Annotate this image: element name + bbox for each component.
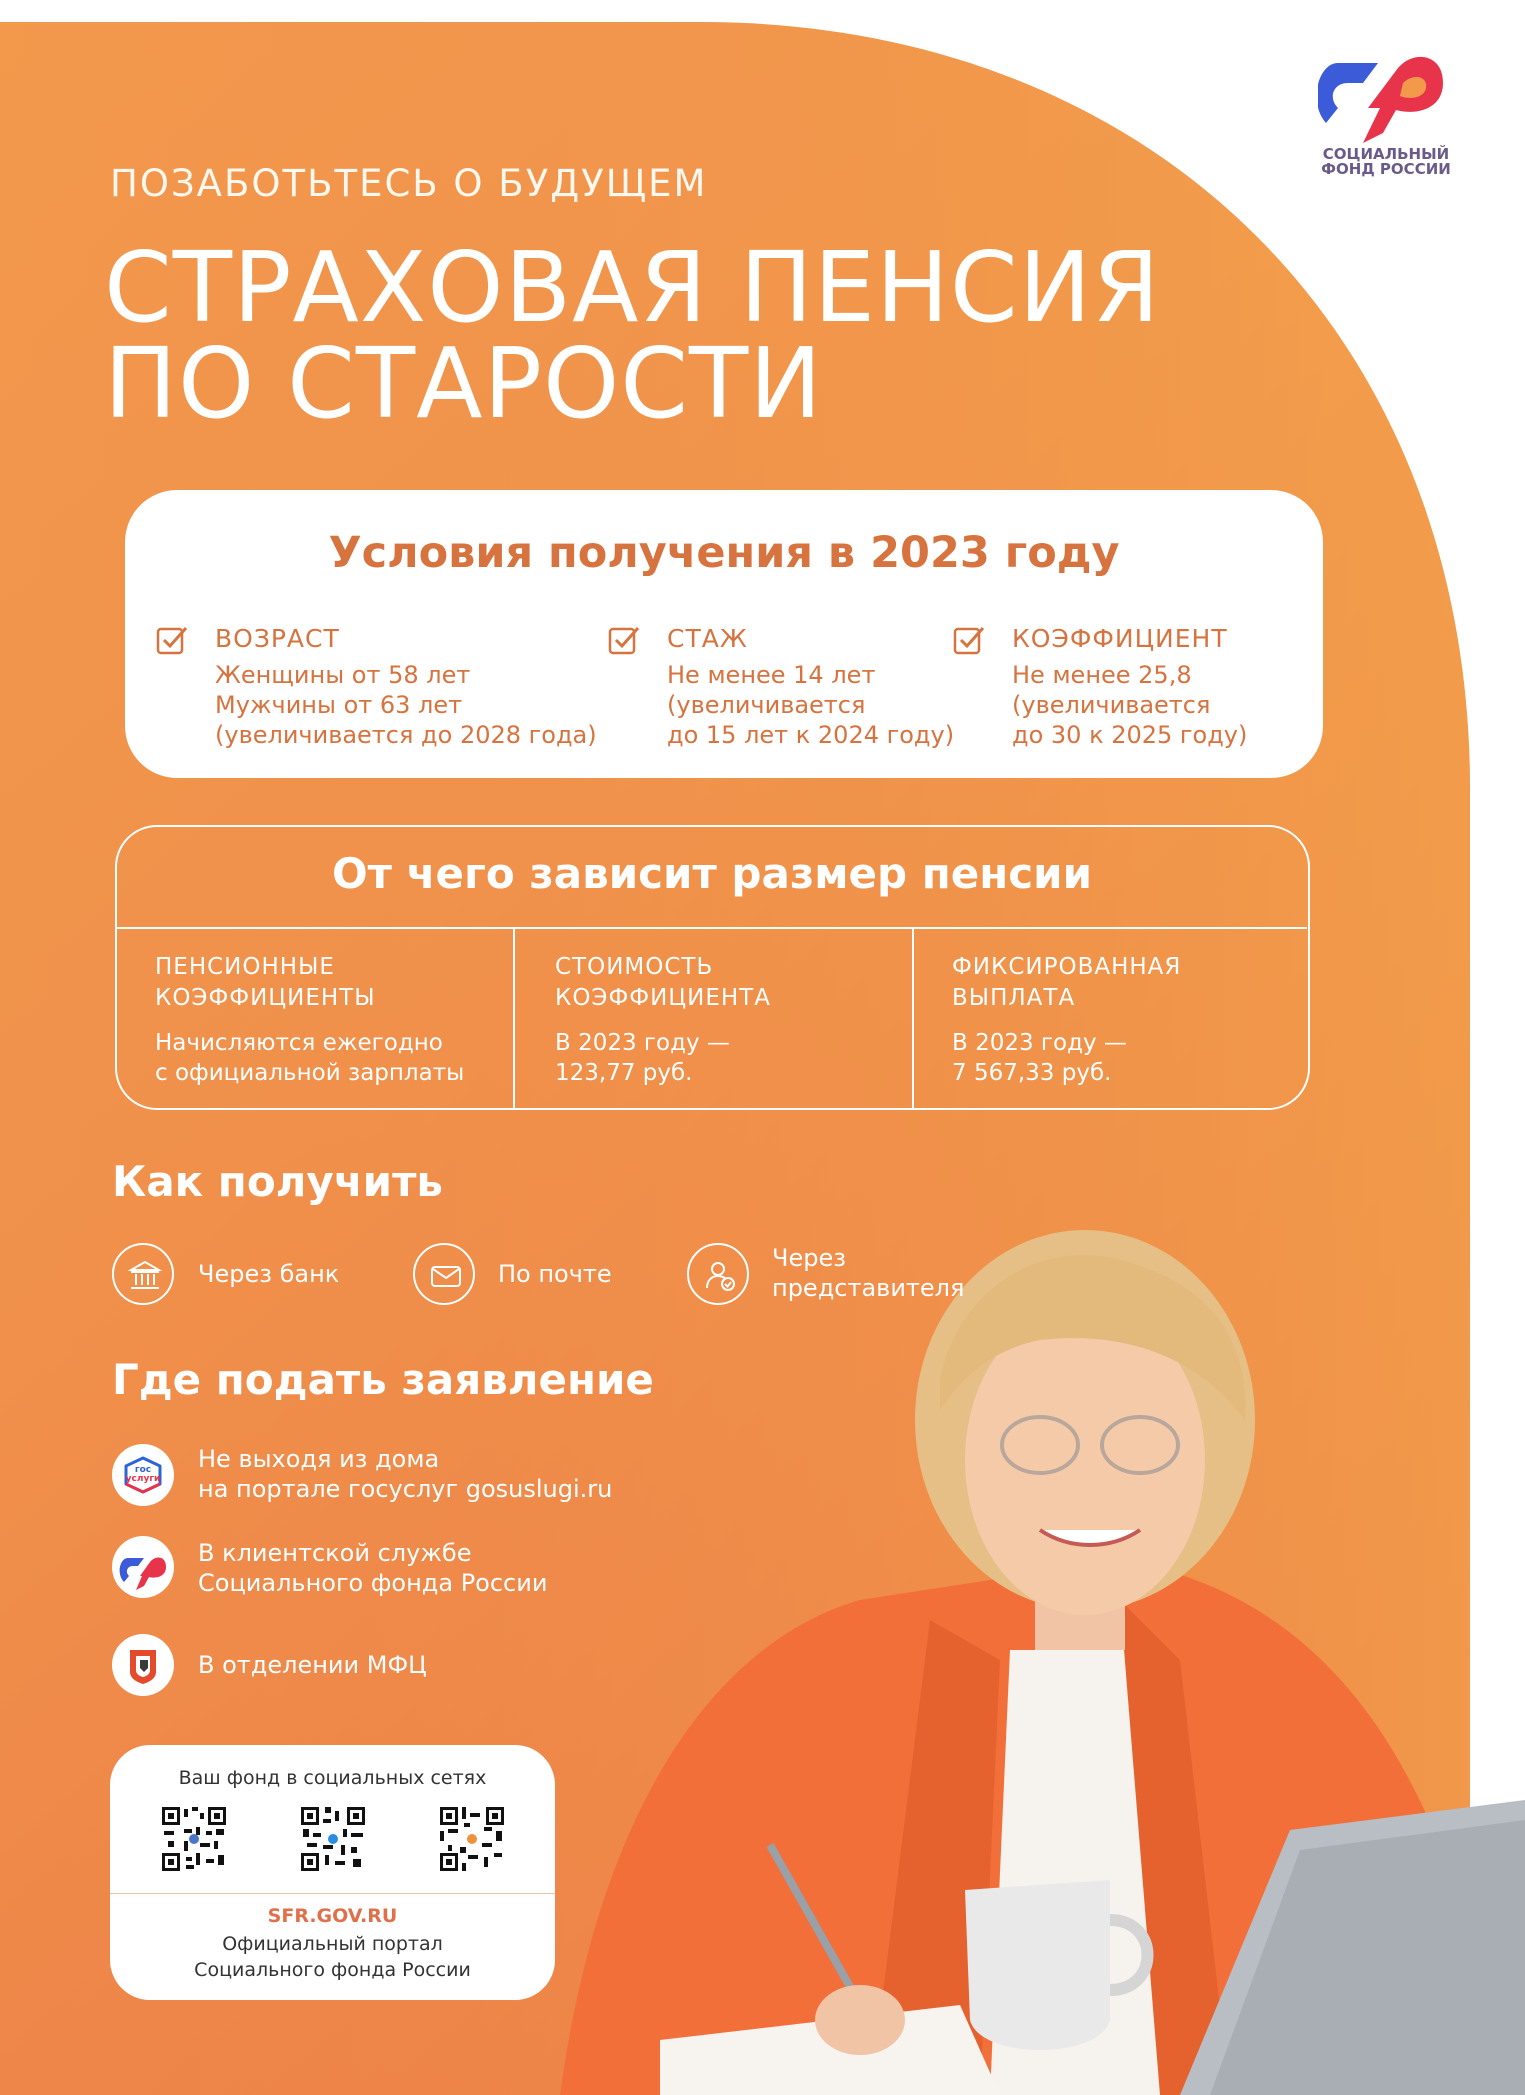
divider xyxy=(117,927,1307,929)
condition-text xyxy=(1012,660,1247,750)
factor-heading xyxy=(952,952,1181,1014)
where-option-sfr xyxy=(198,1538,547,1598)
social-box xyxy=(110,1745,555,2000)
qr-code-2[interactable] xyxy=(299,1805,367,1873)
where-title: Где подать заявление xyxy=(112,1355,654,1404)
factor-text xyxy=(555,1028,771,1088)
factor-line: 7 567,33 руб. xyxy=(952,1060,1112,1086)
how-option-line: представителя xyxy=(772,1274,965,1302)
checkbox-check-icon xyxy=(952,624,986,658)
condition-text xyxy=(215,660,597,750)
gosuslugi-icon-text xyxy=(112,1466,174,1484)
page-title-line2: ПО СТАРОСТИ xyxy=(104,327,823,440)
logo-text-line2: ФОНД РОССИИ xyxy=(1321,160,1451,178)
portal-caption-line: Социального фонда России xyxy=(194,1959,471,1981)
divider xyxy=(912,927,914,1109)
condition-line: Мужчины от 63 лет xyxy=(215,691,463,719)
logo-text-line1: СОЦИАЛЬНЫЙ xyxy=(1322,145,1450,163)
factor-heading-line: ПЕНСИОННЫЕ xyxy=(155,954,335,980)
how-option-line: Через xyxy=(772,1244,846,1272)
condition-line: (увеличивается xyxy=(1012,691,1211,719)
factor-heading-line: КОЭФФИЦИЕНТЫ xyxy=(155,985,376,1011)
where-option-line: Социального фонда России xyxy=(198,1569,548,1597)
how-option-bank: Через банк xyxy=(198,1260,340,1288)
condition-text xyxy=(667,660,954,750)
representative-icon xyxy=(687,1243,749,1305)
sfr-logo-icon xyxy=(112,1536,174,1598)
checkbox-check-icon xyxy=(155,624,189,658)
factor-line: Начисляются ежегодно xyxy=(155,1030,443,1056)
condition-line: до 30 к 2025 году) xyxy=(1012,721,1248,749)
condition-line: (увеличивается до 2028 года) xyxy=(215,721,597,749)
site-link[interactable]: SFR.GOV.RU xyxy=(267,1905,398,1927)
where-option-mfc: В отделении МФЦ xyxy=(198,1651,427,1679)
factor-pension-coefficients xyxy=(155,952,464,1088)
mfc-icon xyxy=(112,1634,174,1696)
factor-line: В 2023 году — xyxy=(952,1030,1127,1056)
factor-heading-line: ФИКСИРОВАННАЯ xyxy=(952,954,1182,980)
factor-line: с официальной зарплаты xyxy=(155,1060,465,1086)
condition-heading: ВОЗРАСТ xyxy=(215,624,340,653)
condition-line: (увеличивается xyxy=(667,691,866,719)
factor-heading xyxy=(155,952,464,1014)
logo-text xyxy=(1318,147,1454,177)
mail-icon xyxy=(413,1243,475,1305)
condition-heading: СТАЖ xyxy=(667,624,748,653)
condition-line: Не менее 25,8 xyxy=(1012,661,1192,689)
factor-heading-line: СТОИМОСТЬ xyxy=(555,954,714,980)
qr-code-1[interactable] xyxy=(160,1805,228,1873)
factor-fixed-payment xyxy=(952,952,1181,1088)
divider xyxy=(110,1893,555,1894)
gosuslugi-icon xyxy=(112,1444,174,1506)
how-option-representative xyxy=(772,1243,964,1303)
page-title-line1: СТРАХОВАЯ ПЕНСИЯ xyxy=(104,231,1161,344)
checkbox-check-icon xyxy=(607,624,641,658)
condition-line: до 15 лет к 2024 году) xyxy=(667,721,955,749)
where-option-line: на портале госуслуг gosuslugi.ru xyxy=(198,1475,613,1503)
qr-code-3[interactable] xyxy=(438,1805,506,1873)
condition-heading: КОЭФФИЦИЕНТ xyxy=(1012,624,1228,653)
conditions-title: Условия получения в 2023 году xyxy=(328,528,1120,578)
factors-table xyxy=(115,825,1310,1110)
sfr-logo-icon xyxy=(1318,38,1448,148)
factors-title: От чего зависит размер пенсии xyxy=(331,849,1093,898)
condition-line: Женщины от 58 лет xyxy=(215,661,471,689)
condition-line: Не менее 14 лет xyxy=(667,661,876,689)
factor-heading-line: ВЫПЛАТА xyxy=(952,985,1076,1011)
social-heading: Ваш фонд в социальных сетях xyxy=(178,1767,487,1789)
gosuslugi-icon-text-bottom: услуги xyxy=(125,1474,161,1484)
how-option-mail: По почте xyxy=(498,1260,612,1288)
factor-text xyxy=(952,1028,1181,1088)
factor-line: В 2023 году — xyxy=(555,1030,730,1056)
how-title: Как получить xyxy=(112,1157,443,1206)
where-option-gosuslugi xyxy=(198,1444,612,1504)
page-title xyxy=(104,231,1161,440)
divider xyxy=(513,927,515,1109)
portal-caption xyxy=(110,1931,555,1983)
bank-icon xyxy=(112,1243,174,1305)
portal-caption-line: Официальный портал xyxy=(222,1933,443,1955)
gosuslugi-icon-text-top: гос xyxy=(134,1465,152,1475)
factor-coefficient-cost xyxy=(555,952,771,1088)
factor-line: 123,77 руб. xyxy=(555,1060,693,1086)
where-option-line: В клиентской службе xyxy=(198,1539,472,1567)
where-option-line: Не выходя из дома xyxy=(198,1445,440,1473)
factor-heading-line: КОЭФФИЦИЕНТА xyxy=(555,985,771,1011)
subtitle: ПОЗАБОТЬТЕСЬ О БУДУЩЕМ xyxy=(110,162,708,205)
conditions-card xyxy=(125,490,1323,778)
factor-heading xyxy=(555,952,771,1014)
factor-text xyxy=(155,1028,464,1088)
